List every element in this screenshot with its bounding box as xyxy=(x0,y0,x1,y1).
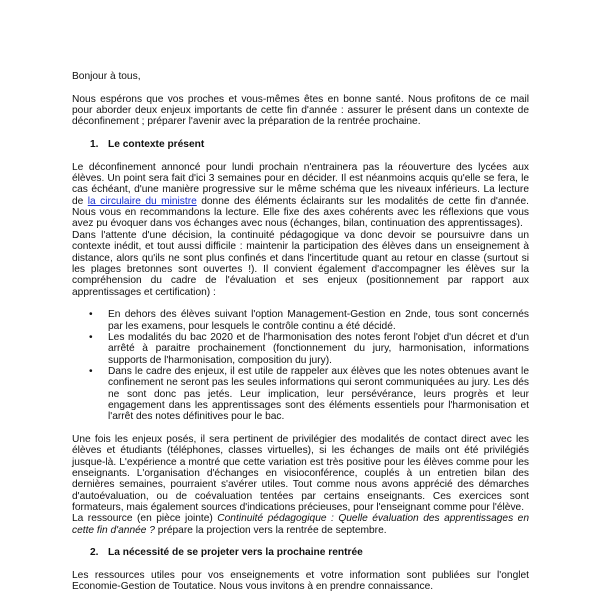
section-2-paragraph-1: Les ressources utiles pour vos enseignements et votre information sont publiées sur l'onglet Economie-Gestion de Toutatice. Nous vous invitons à en prendre connaissance. xyxy=(72,570,529,593)
bullet-icon: • xyxy=(89,309,93,321)
section-1-paragraph-1 xyxy=(72,162,529,230)
section-1-paragraph-3: Une fois les enjeux posés, il sera pertinent de privilégier des modalités de contact direct avec les élèves et étudiants (téléphones, classes virtuelles), si les échanges de mails ont été privilégiés jusque-là. L'expérience a montré que cette variation est très positive pour les élèves comme pour les enseignants. L'organisation d'échanges en visioconférence, couplés à un entretien bilan des dernières semaines, pourraient s'avérer utiles. Tout comme nous avons apprécié des démarches d'autoévaluation, ou de coévaluation tentées par certains enseignants. Ces exercices sont formateurs, mais également sources d'indications précieuses, pour l'enseignant comme pour l'élève. xyxy=(72,434,529,514)
spacer xyxy=(72,298,529,309)
resource-title: Continuité pédagogique : Quelle évaluation des apprentissages en cette fin d'année ? xyxy=(72,513,529,536)
circulaire-link[interactable]: la circulaire du ministre xyxy=(87,195,197,207)
text-run: Le déconfinement annoncé pour lundi prochain n'entrainera pas la réouverture des lycées aux élèves. Un point sera fait d'ici 3 semaines pour en décider. Il est néanmoins acquis qu'elle se fera, le cas échéant, d'une manière progressive sur le même schéma que les niveaux inférieurs. La lecture de xyxy=(72,161,529,207)
spacer xyxy=(72,82,529,93)
section-2-number: 2. xyxy=(90,547,99,559)
section-1-number: 1. xyxy=(90,139,99,151)
section-2-title: La nécessité de se projeter vers la prochaine rentrée xyxy=(108,547,363,559)
text-run: donne des éléments éclairants sur les modalités de cette fin d'année. Nous vous en recommandons la lecture. Elle fixe des axes cohérents avec les réflexions que vous avez pu évoquer dans vos échanges avec nous (échanges, bilan, continuation des apprentissages). xyxy=(72,195,529,230)
spacer xyxy=(72,423,529,434)
text-run: La ressource (en pièce jointe) xyxy=(72,513,218,525)
section-2-heading xyxy=(72,547,529,558)
text-run: prépare la projection vers la rentrée de septembre. xyxy=(154,524,387,536)
bullet-item xyxy=(72,309,529,332)
bullet-text: Dans le cadre des enjeux, il est utile de rappeler aux élèves que les notes obtenues avant le confinement ne seront pas les seules informations qui seront communiquées au jury. Les dés ne sont donc pas jetés. Leur implication, leur persévérance, leurs progrès et leur engagement dans les apprentissages sont des éléments essentiels pour l'harmonisation et l'arrêt des notes définitives pour le bac. xyxy=(108,365,529,423)
bullet-item xyxy=(72,366,529,423)
greeting: Bonjour à tous, xyxy=(72,71,141,82)
email-body xyxy=(72,71,529,593)
bullet-icon: • xyxy=(89,365,93,377)
section-1-heading xyxy=(72,139,529,150)
section-1-paragraph-2: Dans l'attente d'une décision, la continuité pédagogique va donc devoir se poursuivre dans un contexte inédit, et tout aussi difficile : maintenir la participation des élèves dans un enseignement à distance, alors qu'ils ne sont plus confinés et dans l'incertitude quant au retour en classe (surtout si les plages bretonnes sont ouvertes !). Il convient également d'accompagner les élèves sur la compréhension du cadre de l'évaluation et ses enjeux (positionnement par rapport aux apprentissages et certification) : xyxy=(72,229,529,298)
bullet-item xyxy=(72,332,529,366)
spacer xyxy=(72,150,529,161)
intro-paragraph: Nous espérons que vos proches et vous-mêmes êtes en bonne santé. Nous profitons de ce mail pour aborder deux enjeux importants de cette fin d'année : assurer le présent dans un contexte de déconfinement ; préparer l'avenir avec la préparation de la rentrée prochaine. xyxy=(72,93,529,128)
spacer xyxy=(72,536,529,547)
bullet-text: Les modalités du bac 2020 et de l'harmonisation des notes feront l'objet d'un décret et d'un arrêté à paraitre prochainement (fonctionnement du jury, harmonisation, informations supports de l'harmonisation, composition du jury). xyxy=(108,331,529,366)
spacer xyxy=(72,559,529,570)
bullet-text: En dehors des élèves suivant l'option Management-Gestion en 2nde, tous sont concernés par les examens, pour lesquels le contrôle continu a été décidé. xyxy=(108,309,529,332)
bullet-list xyxy=(72,309,529,422)
section-1-paragraph-4 xyxy=(72,513,529,536)
section-1-title: Le contexte présent xyxy=(108,139,205,151)
bullet-icon: • xyxy=(89,331,93,343)
spacer xyxy=(72,128,529,139)
